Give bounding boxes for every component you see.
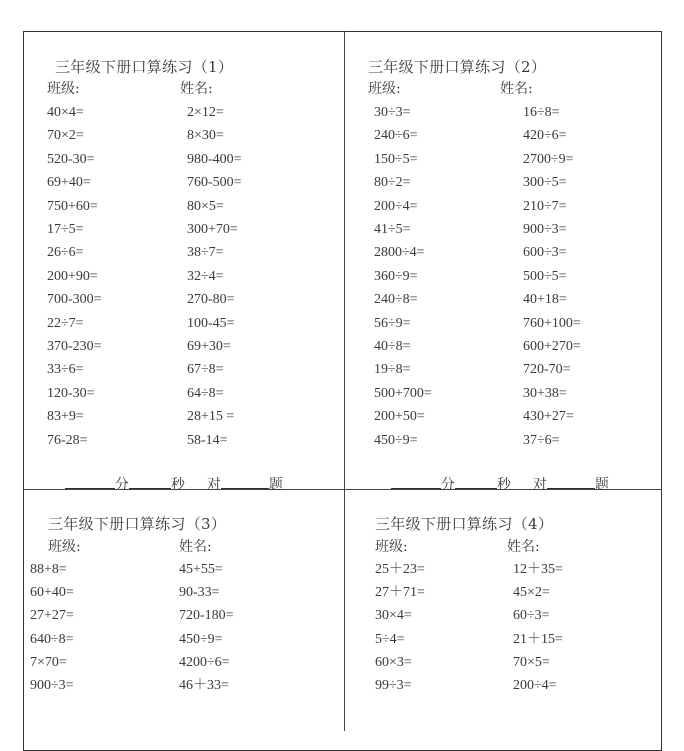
correct-count-blank[interactable] — [547, 474, 595, 489]
name-label: 姓名: — [507, 539, 540, 555]
equation-item: 30+38= — [523, 385, 567, 401]
correct-label: 对 — [532, 477, 547, 493]
equation-item: 4200÷6= — [179, 654, 230, 670]
equation-item: 28+15 = — [187, 409, 235, 425]
equation-item: 700-300= — [47, 292, 102, 308]
minutes-label: 分 — [114, 477, 129, 493]
equation-item: 720-70= — [523, 362, 571, 378]
equation-item: 21＋15= — [513, 631, 563, 647]
equation-item: 33÷6= — [47, 362, 84, 378]
seconds-blank[interactable] — [129, 474, 171, 489]
equation-item: 30÷3= — [374, 105, 411, 120]
equation-item: 500+700= — [374, 385, 432, 401]
equation-item: 17÷5= — [47, 222, 84, 237]
equation-item: 37÷6= — [523, 432, 560, 448]
equation-item: 45×2= — [513, 585, 550, 601]
equation-item: 720-180= — [179, 608, 234, 624]
correct-count-blank[interactable] — [221, 474, 269, 489]
equation-item: 2700÷9= — [523, 151, 574, 167]
minutes-blank[interactable] — [65, 474, 115, 489]
equation-item: 370-230= — [47, 339, 102, 354]
equation-item: 70×2= — [47, 128, 84, 144]
equation-item: 19÷8= — [374, 362, 411, 378]
equation-item: 200+90= — [47, 268, 98, 284]
equation-item: 5÷4= — [375, 631, 405, 647]
equation-item: 26÷6= — [47, 245, 84, 261]
equation-item: 900÷3= — [523, 222, 567, 237]
equation-item: 25＋23= — [375, 562, 425, 577]
equation-item: 80×5= — [187, 198, 224, 214]
equation-item: 38÷7= — [187, 245, 224, 261]
correct-label: 对 — [206, 477, 221, 493]
worksheet-title: 三年级下册口算练习（3） — [48, 515, 227, 533]
equation-item: 88+8= — [30, 562, 67, 577]
equation-item: 60×3= — [375, 654, 412, 670]
equation-item: 300+70= — [187, 222, 238, 237]
equation-item: 40×4= — [47, 105, 84, 120]
equation-item: 300÷5= — [523, 175, 567, 191]
equation-item: 7×70= — [30, 654, 67, 670]
equation-item: 750+60= — [47, 198, 98, 214]
equation-item: 30×4= — [375, 608, 412, 624]
equation-item: 32÷4= — [187, 268, 224, 284]
equation-item: 16÷8= — [523, 105, 560, 120]
equation-item: 640÷8= — [30, 631, 74, 647]
questions-label: 题 — [594, 477, 609, 493]
seconds-blank[interactable] — [455, 474, 497, 489]
equation-item: 760-500= — [187, 175, 242, 191]
seconds-label: 秒 — [496, 477, 511, 493]
equation-item: 45+55= — [179, 562, 223, 577]
class-label: 班级: — [368, 81, 401, 97]
minutes-label: 分 — [440, 477, 455, 493]
equation-item: 41÷5= — [374, 222, 411, 237]
equation-item: 27＋71= — [375, 585, 425, 601]
column-divider — [344, 31, 345, 731]
equation-item: 980-400= — [187, 151, 242, 167]
minutes-blank[interactable] — [391, 474, 441, 489]
name-label: 姓名: — [179, 539, 212, 555]
equation-item: 99÷3= — [375, 678, 412, 693]
equation-item: 500÷5= — [523, 268, 567, 284]
equation-item: 58-14= — [187, 432, 228, 448]
equation-item: 200÷4= — [513, 678, 557, 693]
equation-item: 60+40= — [30, 585, 74, 601]
equation-item: 200÷4= — [374, 198, 418, 214]
equation-item: 100-45= — [187, 315, 235, 331]
name-label: 姓名: — [500, 81, 533, 97]
equation-item: 22÷7= — [47, 315, 84, 331]
equation-item: 70×5= — [513, 654, 550, 670]
equation-item: 83+9= — [47, 409, 84, 425]
equation-item: 900÷3= — [30, 678, 74, 693]
equation-item: 420÷6= — [523, 128, 567, 144]
equation-item: 760+100= — [523, 315, 581, 331]
equation-item: 90-33= — [179, 585, 220, 601]
score-footer — [373, 456, 609, 512]
equation-item: 8×30= — [187, 128, 224, 144]
class-label: 班级: — [48, 539, 81, 555]
equation-item: 40+18= — [523, 292, 567, 308]
equation-item: 150÷5= — [374, 151, 418, 167]
equation-item: 240÷6= — [374, 128, 418, 144]
equation-item: 430+27= — [523, 409, 574, 425]
class-label: 班级: — [375, 539, 408, 555]
equation-item: 360÷9= — [374, 268, 418, 284]
equation-item: 46＋33= — [179, 678, 229, 693]
equation-item: 600÷3= — [523, 245, 567, 261]
equation-item: 69+40= — [47, 175, 91, 191]
equation-item: 520-30= — [47, 151, 95, 167]
name-label: 姓名: — [180, 81, 213, 97]
equation-item: 64÷8= — [187, 385, 224, 401]
equation-item: 40÷8= — [374, 339, 411, 354]
worksheet-title: 三年级下册口算练习（4） — [375, 515, 554, 533]
class-label: 班级: — [47, 81, 80, 97]
equation-item: 80÷2= — [374, 175, 411, 191]
equation-item: 60÷3= — [513, 608, 550, 624]
equation-item: 600+270= — [523, 339, 581, 354]
questions-label: 题 — [268, 477, 283, 493]
equation-item: 210÷7= — [523, 198, 567, 214]
seconds-label: 秒 — [170, 477, 185, 493]
equation-item: 2×12= — [187, 105, 224, 120]
score-footer — [47, 456, 283, 512]
equation-item: 450÷9= — [179, 631, 223, 647]
equation-item: 56÷9= — [374, 315, 411, 331]
equation-item: 69+30= — [187, 339, 231, 354]
equation-item: 12＋35= — [513, 562, 563, 577]
equation-item: 120-30= — [47, 385, 95, 401]
equation-item: 2800÷4= — [374, 245, 425, 261]
equation-item: 76-28= — [47, 432, 88, 448]
worksheet-title: 三年级下册口算练习（1） — [55, 58, 234, 76]
equation-item: 240÷8= — [374, 292, 418, 308]
equation-item: 200+50= — [374, 409, 425, 425]
equation-item: 67÷8= — [187, 362, 224, 378]
equation-item: 27+27= — [30, 608, 74, 624]
worksheet-title: 三年级下册口算练习（2） — [368, 58, 547, 76]
equation-item: 450÷9= — [374, 432, 418, 448]
equation-item: 270-80= — [187, 292, 235, 308]
